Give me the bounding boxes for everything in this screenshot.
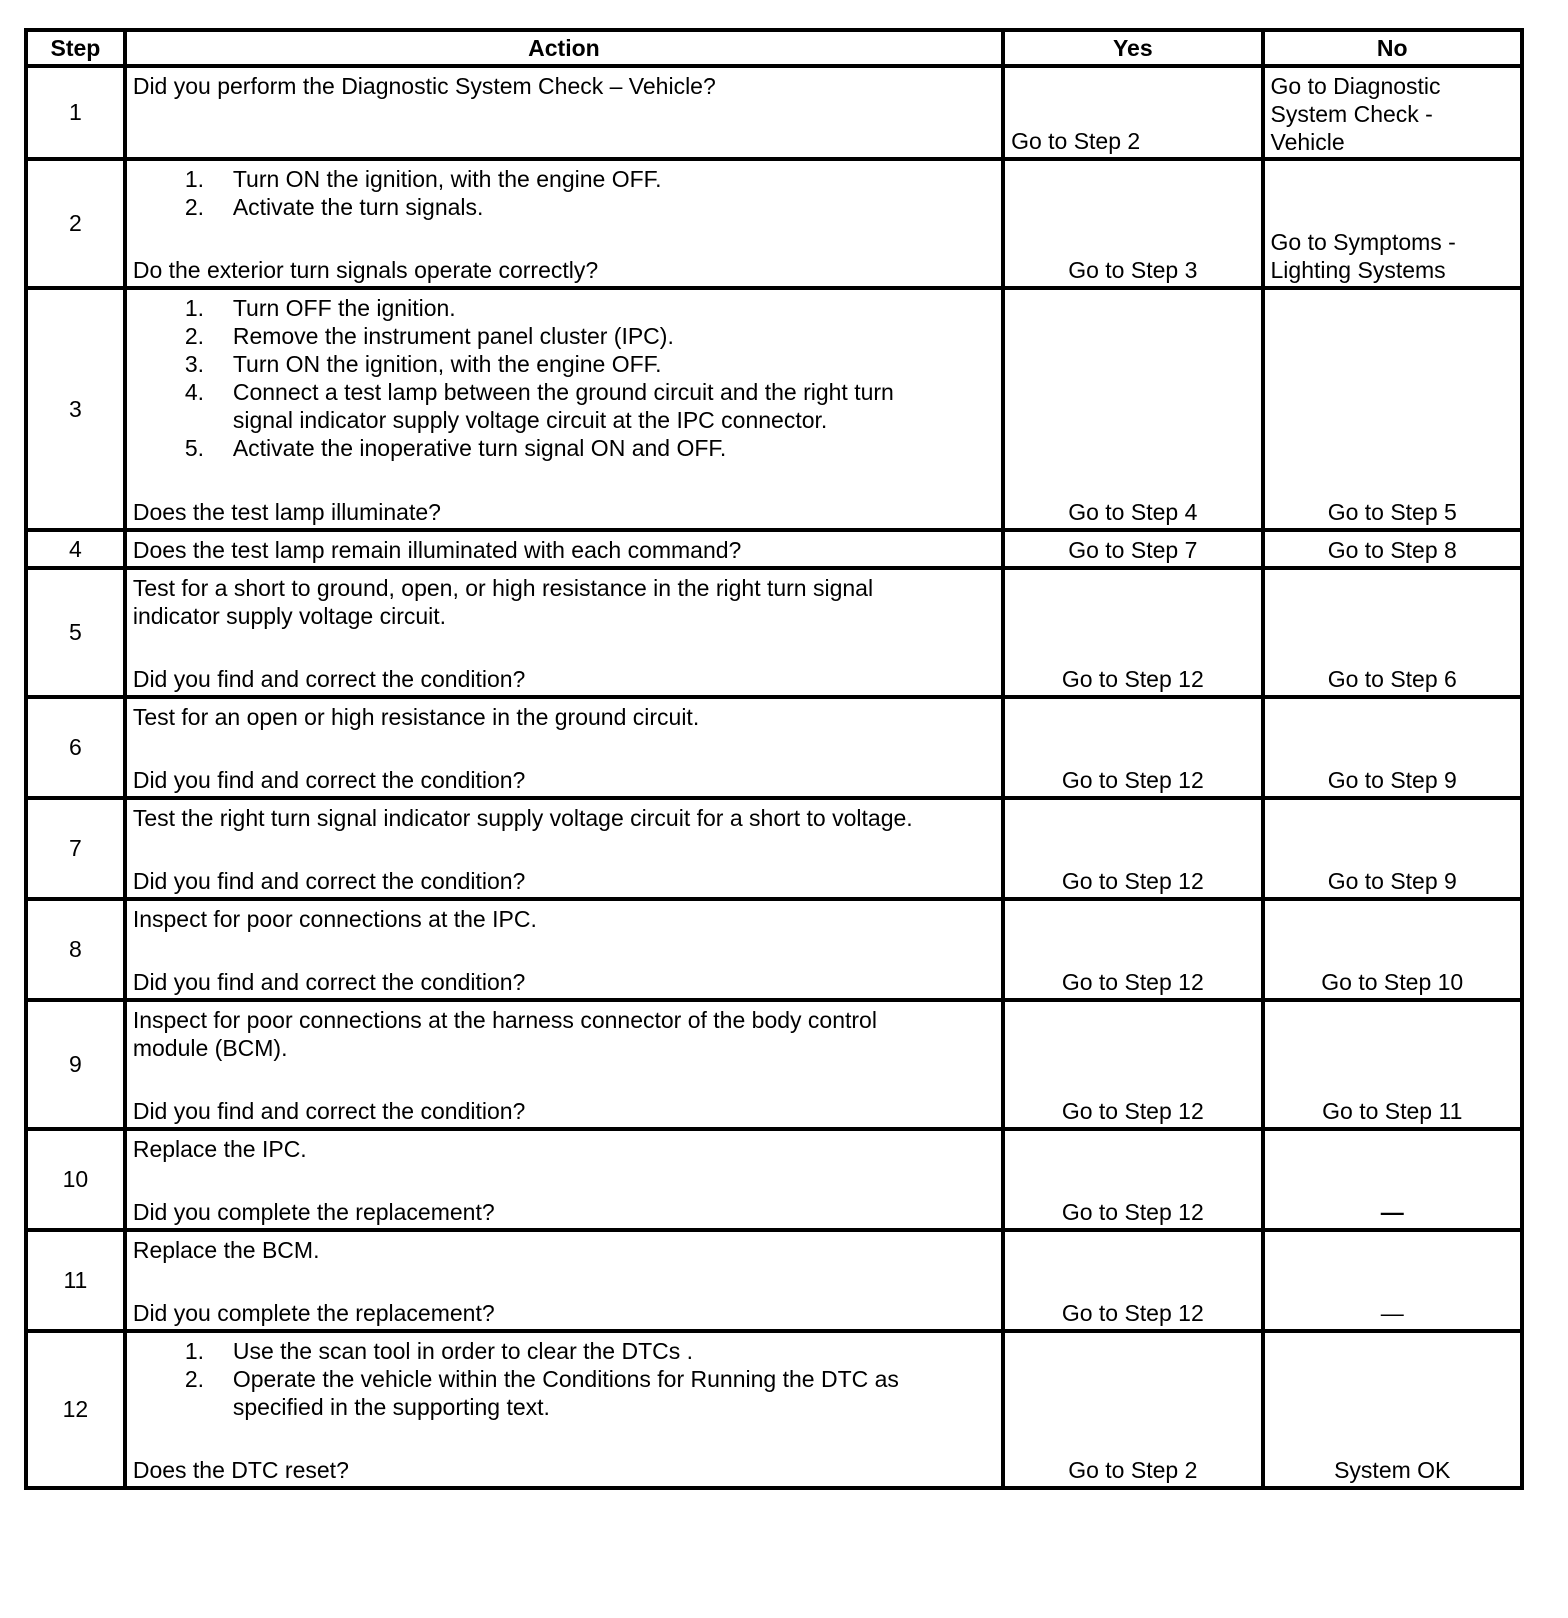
action-step: 1. Turn OFF the ignition.: [184, 295, 456, 321]
diagnostic-table: [24, 28, 1524, 1490]
action-text: Test the right turn signal indicator supply voltage circuit for a short to voltage.: [132, 805, 913, 831]
yes-cell: [1003, 798, 1262, 899]
step-number: 2: [26, 159, 125, 288]
no-text: Go to Diagnostic System Check - Vehicle: [1270, 73, 1441, 155]
table-row: [26, 798, 1522, 899]
yes-cell: [1003, 1331, 1262, 1488]
table-row: [26, 1000, 1522, 1129]
no-text: Go to Step 11: [1322, 1098, 1463, 1124]
action-question: Did you complete the replacement?: [132, 1300, 495, 1326]
action-text: Inspect for poor connections at the IPC.: [132, 906, 537, 932]
action-steps-list: [133, 294, 995, 462]
action-question: Did you find and correct the condition?: [132, 868, 526, 894]
action-question: Did you find and correct the condition?: [132, 767, 526, 793]
yes-text: Go to Step 4: [1068, 499, 1198, 525]
header-row: [26, 30, 1522, 66]
no-text: —: [1380, 1199, 1404, 1225]
yes-text: Go to Step 12: [1061, 969, 1204, 995]
yes-text: Go to Step 12: [1061, 868, 1204, 894]
action-cell: [125, 697, 1003, 798]
action-question: Does the DTC reset?: [132, 1457, 349, 1483]
table-row: [26, 1230, 1522, 1331]
action-text: Inspect for poor connections at the harness connector of the body control module (BCM).: [132, 1007, 877, 1061]
action-step: 1. Use the scan tool in order to clear the DTCs .: [184, 1338, 694, 1364]
action-cell: [125, 66, 1003, 159]
action-cell: [125, 1000, 1003, 1129]
no-cell: [1263, 1000, 1522, 1129]
action-cell: [125, 568, 1003, 697]
yes-text: Go to Step 12: [1061, 767, 1204, 793]
yes-text: Go to Step 2: [1011, 128, 1141, 154]
action-step: 2. Operate the vehicle within the Conditions for Running the DTC as specified in the supporting text.: [184, 1366, 899, 1420]
action-step: 1. Turn ON the ignition, with the engine OFF.: [184, 166, 662, 192]
yes-text: Go to Step 12: [1061, 666, 1204, 692]
yes-cell: [1003, 288, 1262, 530]
table-row: [26, 530, 1522, 568]
yes-cell: [1003, 697, 1262, 798]
diagnostic-table-container: [24, 28, 1524, 1490]
no-text: —: [1380, 1300, 1404, 1326]
no-text: Go to Symptoms - Lighting Systems: [1270, 229, 1456, 283]
step-number: 6: [26, 697, 125, 798]
yes-text: Go to Step 3: [1068, 257, 1198, 283]
no-cell: [1263, 798, 1522, 899]
action-text: Test for a short to ground, open, or high resistance in the right turn signal indicator supply voltage circuit.: [132, 575, 874, 629]
action-question: Did you find and correct the condition?: [132, 969, 526, 995]
action-cell: [125, 798, 1003, 899]
action-steps-list: [133, 1337, 995, 1421]
action-step: 2. Remove the instrument panel cluster (IPC).: [184, 323, 674, 349]
yes-cell: [1003, 568, 1262, 697]
table-row: [26, 568, 1522, 697]
no-cell: [1263, 1331, 1522, 1488]
no-cell: [1263, 66, 1522, 159]
action-question: Do the exterior turn signals operate correctly?: [132, 257, 599, 283]
step-number: 9: [26, 1000, 125, 1129]
header-step: Step: [26, 30, 125, 66]
table-row: [26, 1129, 1522, 1230]
action-cell: [125, 1230, 1003, 1331]
step-number: 5: [26, 568, 125, 697]
action-question: Did you complete the replacement?: [132, 1199, 495, 1225]
no-cell: [1263, 1230, 1522, 1331]
table-row: [26, 1331, 1522, 1488]
yes-cell: [1003, 1230, 1262, 1331]
action-cell: [125, 288, 1003, 530]
step-number: 11: [26, 1230, 125, 1331]
action-step: 5. Activate the inoperative turn signal ON and OFF.: [184, 435, 727, 461]
no-cell: [1263, 288, 1522, 530]
step-number: 8: [26, 899, 125, 1000]
table-row: [26, 288, 1522, 530]
action-cell: [125, 159, 1003, 288]
step-number: 1: [26, 66, 125, 159]
step-number: 12: [26, 1331, 125, 1488]
yes-cell: [1003, 159, 1262, 288]
no-text: Go to Step 5: [1327, 499, 1457, 525]
action-text: Replace the IPC.: [132, 1136, 307, 1162]
yes-text: Go to Step 12: [1061, 1098, 1204, 1124]
no-cell: [1263, 530, 1522, 568]
yes-cell: [1003, 899, 1262, 1000]
table-row: [26, 697, 1522, 798]
step-number: 10: [26, 1129, 125, 1230]
header-no: No: [1263, 30, 1522, 66]
no-cell: [1263, 1129, 1522, 1230]
yes-cell: [1003, 66, 1262, 159]
yes-text: Go to Step 12: [1061, 1199, 1204, 1225]
step-number: 3: [26, 288, 125, 530]
yes-text: Go to Step 7: [1068, 537, 1198, 563]
action-cell: [125, 530, 1003, 568]
no-text: Go to Step 8: [1327, 537, 1457, 563]
action-cell: [125, 1129, 1003, 1230]
action-text: Test for an open or high resistance in the ground circuit.: [132, 704, 700, 730]
no-cell: [1263, 159, 1522, 288]
table-row: [26, 159, 1522, 288]
yes-text: Go to Step 12: [1061, 1300, 1204, 1326]
table-row: [26, 66, 1522, 159]
action-step: 4. Connect a test lamp between the ground circuit and the right turn signal indicator supply voltage circuit at the IPC connector.: [184, 379, 894, 433]
no-cell: [1263, 568, 1522, 697]
no-text: Go to Step 9: [1327, 767, 1457, 793]
action-cell: [125, 1331, 1003, 1488]
no-text: Go to Step 10: [1321, 969, 1464, 995]
action-question: Does the test lamp illuminate?: [132, 499, 441, 525]
table-row: [26, 899, 1522, 1000]
action-text: Replace the BCM.: [132, 1237, 320, 1263]
no-cell: [1263, 697, 1522, 798]
yes-cell: [1003, 530, 1262, 568]
action-steps-list: [133, 165, 995, 221]
action-text: Does the test lamp remain illuminated with each command?: [132, 537, 742, 563]
yes-cell: [1003, 1000, 1262, 1129]
action-text: Did you perform the Diagnostic System Check – Vehicle?: [132, 73, 716, 99]
no-text: Go to Step 6: [1327, 666, 1457, 692]
no-cell: [1263, 899, 1522, 1000]
step-number: 7: [26, 798, 125, 899]
header-yes: Yes: [1003, 30, 1262, 66]
action-step: 3. Turn ON the ignition, with the engine OFF.: [184, 351, 662, 377]
action-question: Did you find and correct the condition?: [132, 1098, 526, 1124]
no-text: System OK: [1334, 1457, 1451, 1483]
action-question: Did you find and correct the condition?: [132, 666, 526, 692]
yes-cell: [1003, 1129, 1262, 1230]
header-action: Action: [125, 30, 1003, 66]
yes-text: Go to Step 2: [1068, 1457, 1198, 1483]
action-cell: [125, 899, 1003, 1000]
no-text: Go to Step 9: [1327, 868, 1457, 894]
step-number: 4: [26, 530, 125, 568]
action-step: 2. Activate the turn signals.: [184, 194, 484, 220]
